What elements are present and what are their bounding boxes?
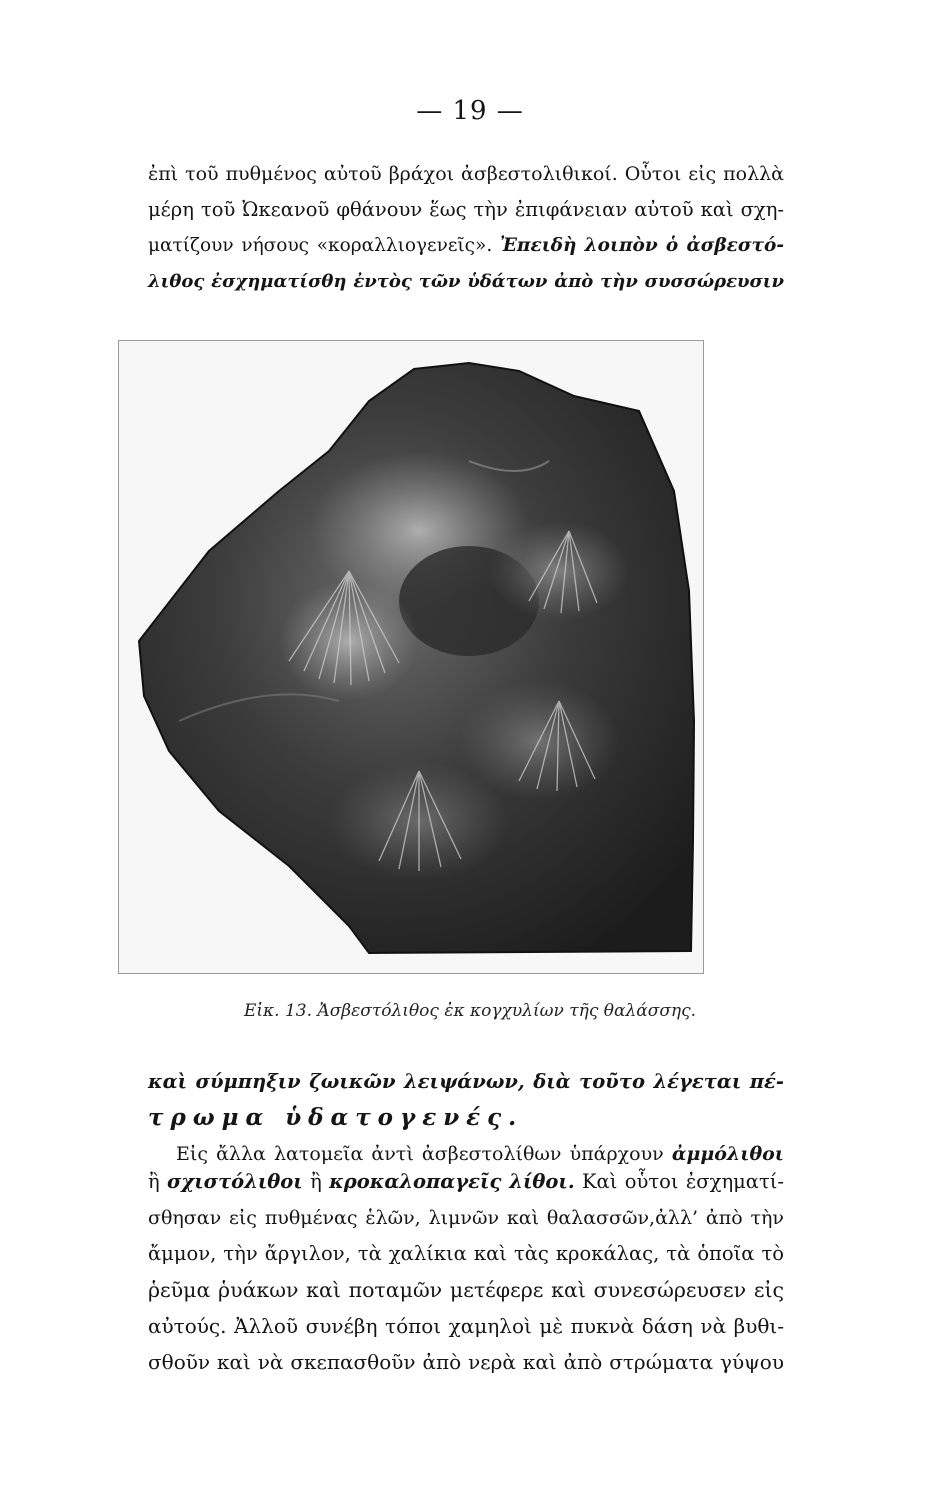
text-span: ματίζουν νήσους «κοραλλιογενεῖς». <box>148 235 500 256</box>
figure-photo <box>118 340 704 974</box>
text-line: τρωμα ὑδατογενές. <box>148 1104 524 1131</box>
figure-caption: Εἰκ. 13. Ἀσβεστόλιθος ἐκ κογχυλίων τῆς θαλάσσης. <box>243 1001 697 1021</box>
text-line: σθησαν εἰς πυθμένας ἑλῶν, λιμνῶν καὶ θαλασσῶν,ἀλλ’ ἀπὸ τὴν <box>148 1207 784 1229</box>
bold-text-span: σχιστόλιθοι <box>167 1170 303 1193</box>
text-line: λιθος ἐσχηματίσθη ἐντὸς τῶν ὑδάτων ἀπὸ τὴν συσσώρευσιν <box>148 271 784 292</box>
text-line: μέρη τοῦ Ὠκεανοῦ φθάνουν ἕως τὴν ἐπιφάνειαν αὐτοῦ καὶ σχη- <box>148 198 784 221</box>
text-span: Καὶ οὗτοι ἐσχηματί- <box>574 1170 784 1193</box>
text-line: ἐπὶ τοῦ πυθμένος αὐτοῦ βράχοι ἀσβεστολιθικοί. Οὗτοι εἰς πολλὰ <box>148 163 784 185</box>
text-line: αὐτούς. Ἀλλοῦ συνέβη τόποι χαμηλοὶ μὲ πυκνὰ δάση νὰ βυθι- <box>148 1314 784 1338</box>
text-line <box>148 230 784 262</box>
text-span: ἢ <box>148 1170 168 1193</box>
text-span: ἢ <box>302 1170 330 1193</box>
bold-text-span: ἀμμόλιθοι <box>671 1143 784 1165</box>
bold-text-span: Ἐπειδὴ λοιπὸν ὁ ἀσβεστό- <box>499 235 784 256</box>
text-line: ἄμμον, τὴν ἄργιλον, τὰ χαλίκια καὶ τὰς κροκάλας, τὰ ὁποῖα τὸ <box>148 1242 784 1265</box>
text-span: Εἰς ἄλλα λατομεῖα ἀντὶ ἀσβεστολίθων ὑπάρχουν <box>176 1143 672 1165</box>
page-number: — 19 — <box>416 96 524 126</box>
text-line: καὶ σύμπηξιν ζωικῶν λειψάνων, διὰ τοῦτο λέγεται πέ- <box>148 1070 784 1093</box>
fossil-rock-image <box>119 341 703 973</box>
bold-text-span: κροκαλοπαγεῖς λίθοι. <box>329 1170 575 1193</box>
text-line: σθοῦν καὶ νὰ σκεπασθοῦν ἀπὸ νερὰ καὶ ἀπὸ στρώματα γύψου <box>148 1350 784 1374</box>
text-line: ῥεῦμα ῥυάκων καὶ ποταμῶν μετέφερε καὶ συνεσώρευσεν εἰς <box>148 1278 784 1302</box>
text-line <box>148 1166 784 1198</box>
